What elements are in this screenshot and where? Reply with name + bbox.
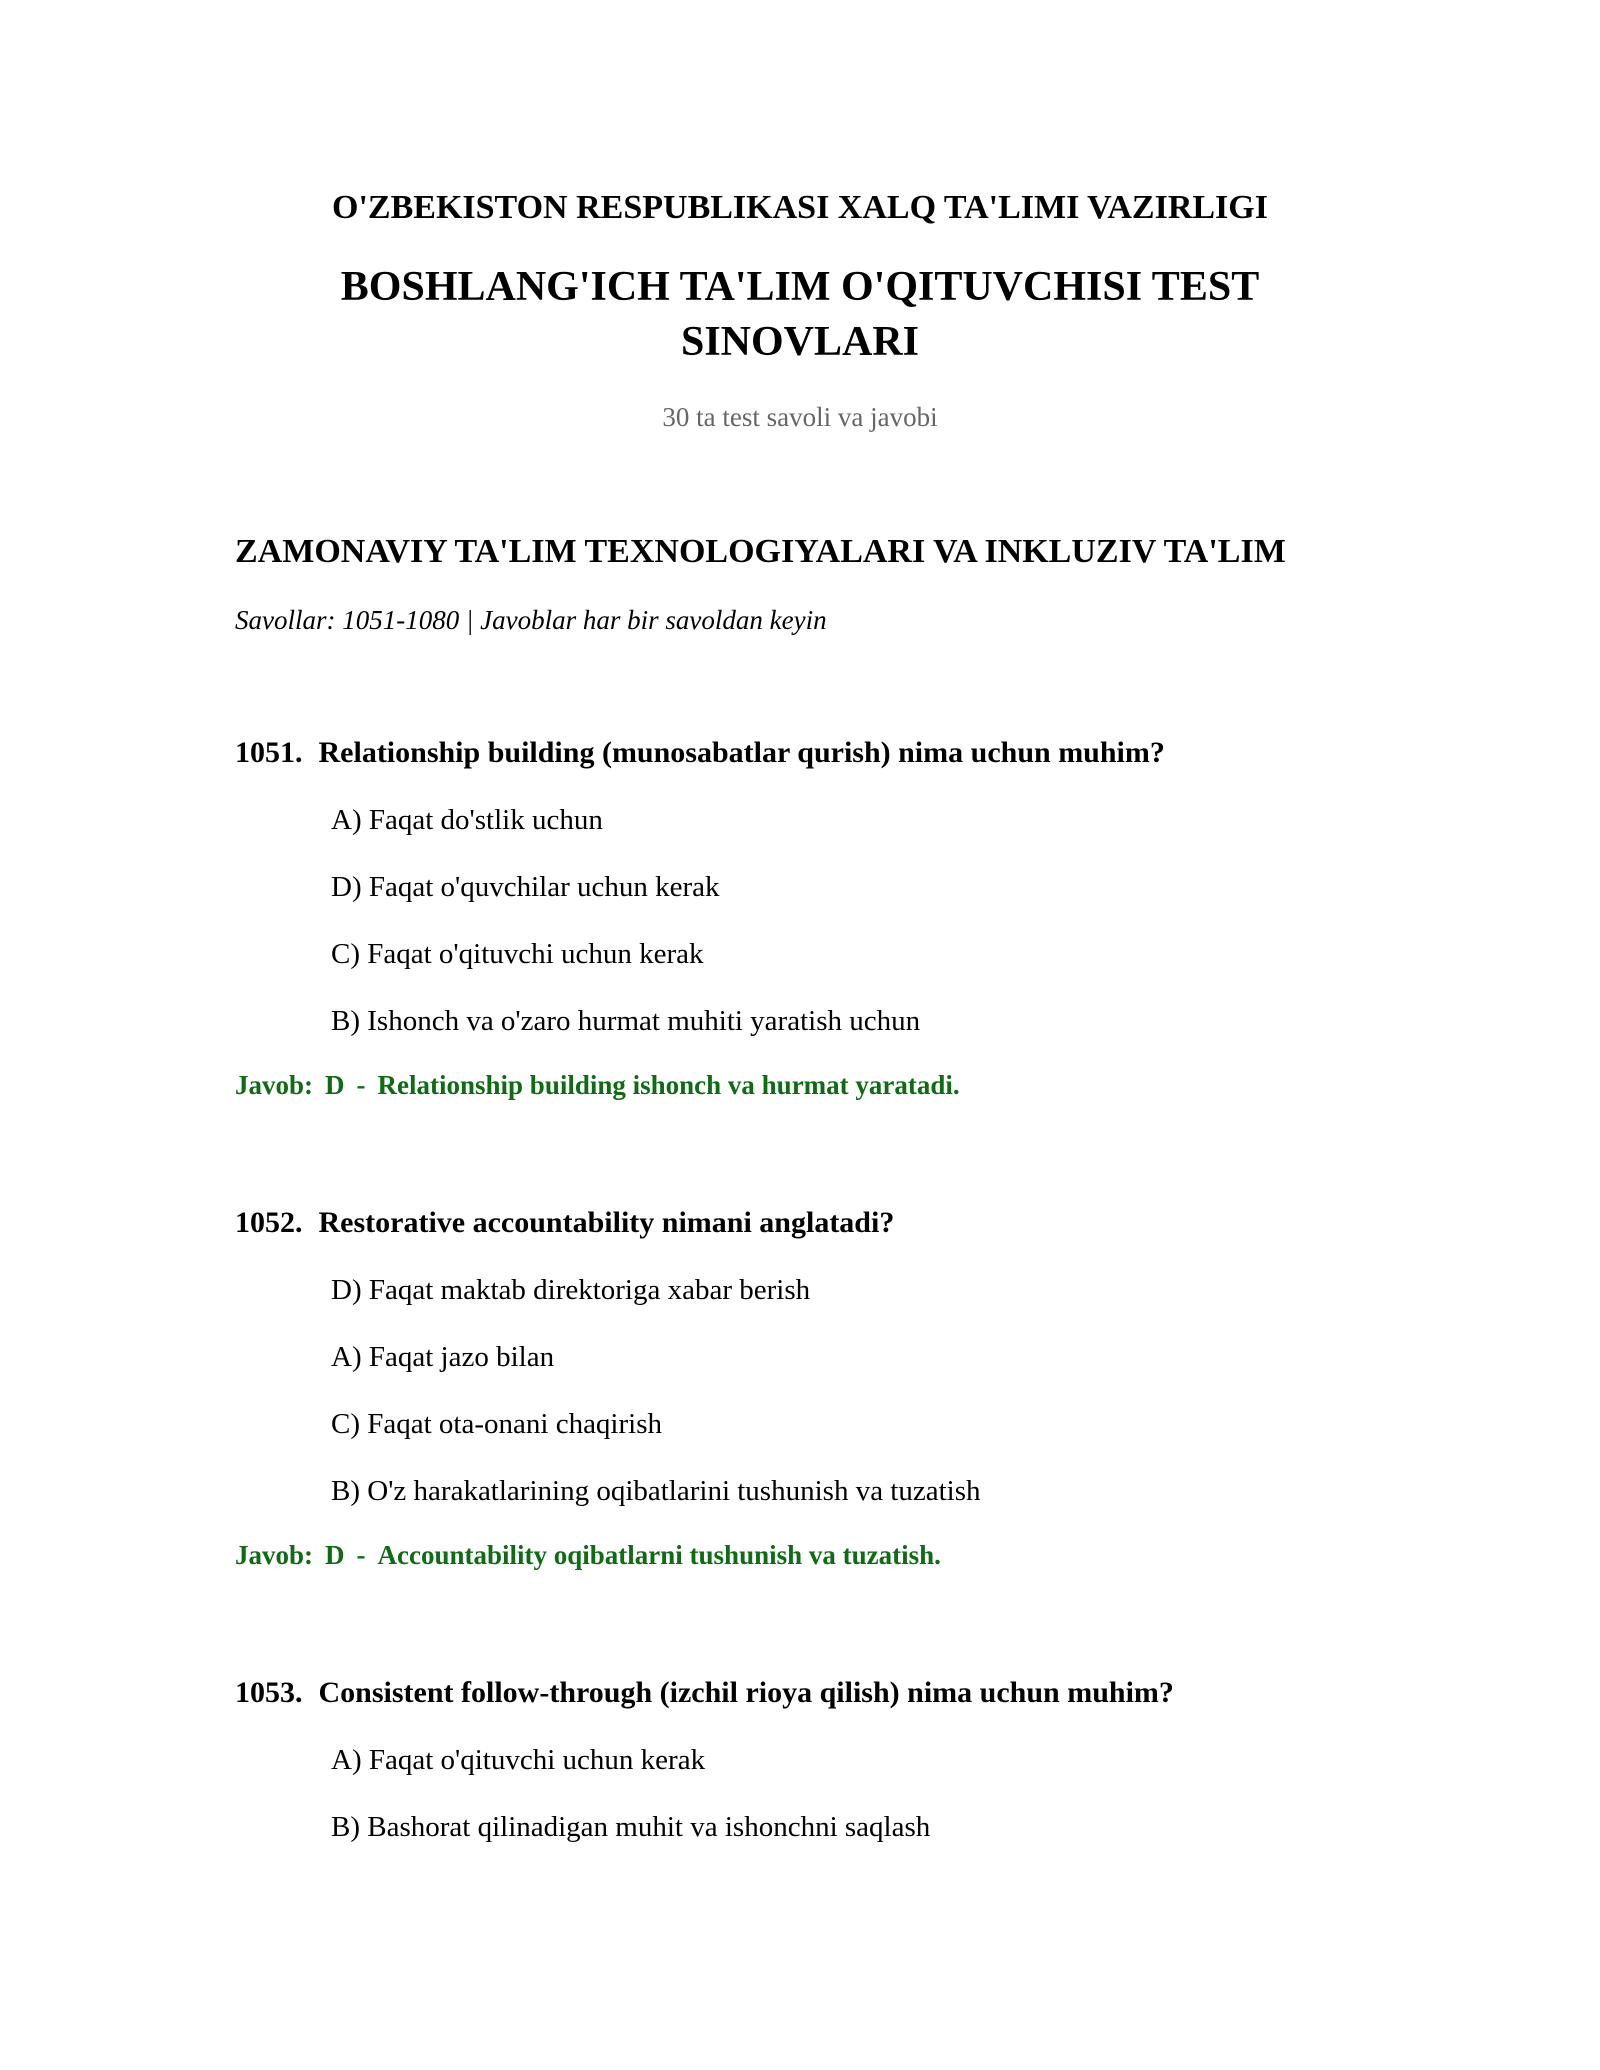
question-block bbox=[235, 1203, 1435, 1573]
answer-option: B) O'z harakatlarining oqibatlarini tushunish va tuzatish bbox=[331, 1475, 981, 1507]
answer-letter: D bbox=[325, 1070, 345, 1100]
answer-option: A) Faqat do'stlik uchun bbox=[331, 804, 603, 836]
section-note: Savollar: 1051-1080 | Javoblar har bir savoldan keyin bbox=[235, 605, 827, 635]
answer-option: D) Faqat o'quvchilar uchun kerak bbox=[331, 871, 720, 903]
answer-separator: - bbox=[356, 1070, 366, 1100]
answer-label: Javob: bbox=[235, 1070, 314, 1100]
question-heading bbox=[235, 1673, 1435, 1713]
question-block bbox=[235, 733, 1435, 1103]
answer-option: D) Faqat maktab direktoriga xabar berish bbox=[331, 1274, 811, 1306]
question-heading bbox=[235, 733, 1435, 773]
question-heading bbox=[235, 1203, 1435, 1243]
section-title: ZAMONAVIY TA'LIM TEXNOLOGIYALARI VA INKLUZIV TA'LIM bbox=[235, 533, 1286, 570]
answer-separator: - bbox=[356, 1540, 366, 1570]
page-subtitle: 30 ta test savoli va javobi bbox=[662, 402, 938, 432]
answer-explanation: Accountability oqibatlarni tushunish va tuzatish. bbox=[377, 1540, 941, 1570]
question-text: Consistent follow-through (izchil rioya qilish) nima uchun muhim? bbox=[318, 1676, 1174, 1709]
question-text: Restorative accountability nimani anglatadi? bbox=[318, 1206, 895, 1239]
answer-letter: D bbox=[325, 1540, 345, 1570]
answer-option: C) Faqat ota-onani chaqirish bbox=[331, 1408, 662, 1440]
question-text: Relationship building (munosabatlar qurish) nima uchun muhim? bbox=[318, 736, 1165, 769]
question-block bbox=[235, 1673, 1435, 1847]
answer-label: Javob: bbox=[235, 1540, 314, 1570]
answer-option: B) Bashorat qilinadigan muhit va ishonchni saqlash bbox=[331, 1811, 931, 1843]
page-title: BOSHLANG'ICH TA'LIM O'QITUVCHISI TEST SINOVLARI bbox=[340, 264, 1260, 365]
answer-option: C) Faqat o'qituvchi uchun kerak bbox=[331, 938, 704, 970]
question-number: 1052. bbox=[235, 1206, 303, 1239]
question-number: 1053. bbox=[235, 1676, 303, 1709]
answer-line bbox=[235, 1537, 1435, 1573]
answer-option: A) Faqat jazo bilan bbox=[331, 1341, 555, 1373]
question-number: 1051. bbox=[235, 736, 303, 769]
ministry-heading: O'ZBEKISTON RESPUBLIKASI XALQ TA'LIMI VAZIRLIGI bbox=[332, 189, 1268, 226]
answer-explanation: Relationship building ishonch va hurmat yaratadi. bbox=[377, 1070, 960, 1100]
answer-line bbox=[235, 1067, 1435, 1103]
answer-option: B) Ishonch va o'zaro hurmat muhiti yaratish uchun bbox=[331, 1005, 921, 1037]
answer-option: A) Faqat o'qituvchi uchun kerak bbox=[331, 1744, 706, 1776]
